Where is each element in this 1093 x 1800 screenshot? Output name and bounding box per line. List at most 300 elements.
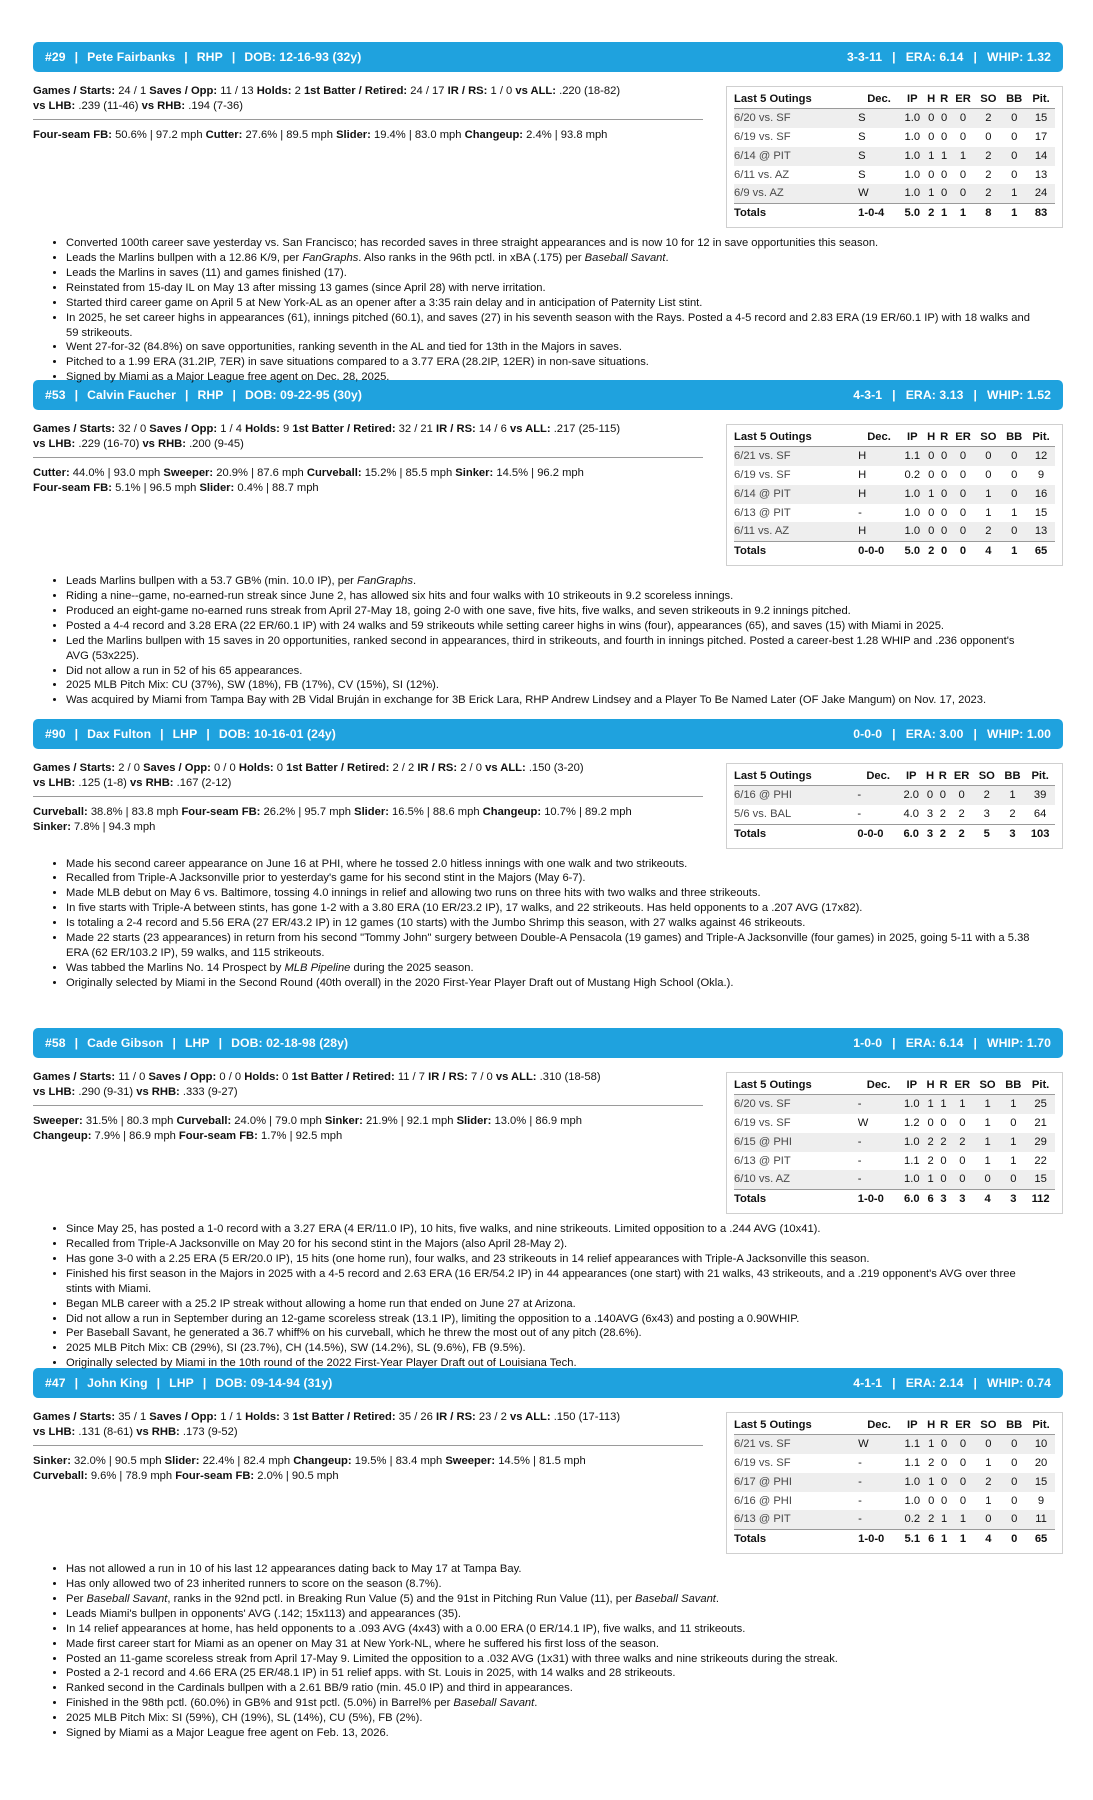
- pitch-item: [354, 806, 479, 818]
- stat-label: vs ALL:: [485, 762, 526, 774]
- note-item: • 2025 MLB Pitch Mix: SI (59%), CH (19%), SL (14%), CU (5%), FB (2%).: [66, 1711, 1031, 1726]
- outing-stat: 0: [959, 506, 967, 519]
- note-item: • 2025 MLB Pitch Mix: CB (29%), SI (23.7%), CH (14.5%), SW (14.2%), SL (9.6%), FB (9.5%).: [66, 1341, 1031, 1356]
- outing-stat: 0: [1001, 446, 1027, 465]
- outing-stat: 1.0: [899, 1094, 924, 1113]
- usage-stats-line: [33, 1410, 703, 1425]
- note-item: • Ranked second in the Cardinals bullpen with a 2.61 BB/9 ratio (min. 45.0 IP) and third in appearances.: [66, 1681, 1031, 1696]
- outing-stat: 1: [1010, 1154, 1017, 1167]
- table-header-row: [734, 768, 1055, 785]
- outing-stat: 0: [951, 485, 976, 504]
- player-header-bar: [33, 1028, 1063, 1058]
- outing-stat: 13: [1027, 522, 1055, 541]
- stat-label: Saves / Opp:: [148, 1071, 217, 1083]
- outing-date-opponent: 6/11 vs. AZ: [734, 522, 858, 541]
- player-number: #29: [45, 49, 66, 64]
- pitch-value: 14.5% | 81.5 mph: [498, 1454, 586, 1467]
- outing-stat: 0: [1001, 522, 1027, 541]
- outing-stat: 0: [928, 468, 935, 481]
- table-row: [734, 504, 1055, 523]
- outing-stat: 3: [926, 807, 934, 820]
- outing-stat: 0: [1000, 1170, 1026, 1189]
- column-header: Last 5 Outings: [734, 429, 858, 446]
- outing-stat: 22: [1034, 1154, 1047, 1167]
- totals-cell: Totals: [734, 1190, 858, 1209]
- outing-stat: 0.2: [904, 468, 921, 481]
- totals-cell: 1-0-0: [858, 1190, 900, 1209]
- outing-stat: W: [858, 184, 900, 203]
- column-header: IP: [899, 1077, 924, 1094]
- pitch-item: [455, 467, 584, 479]
- player-season-line: [847, 49, 1051, 65]
- separator: |: [232, 387, 237, 402]
- note-item: • Made first career start for Miami as an opener on May 31 at New York-NL, where he suffered his first loss of the season.: [66, 1637, 1031, 1652]
- pitch-mix: [33, 1454, 703, 1484]
- outing-stat: 1.0: [904, 168, 921, 181]
- outing-stat: S: [858, 168, 866, 181]
- pitch-value: 26.2% | 95.7 mph: [263, 805, 351, 818]
- last-5-outings-box: [726, 1072, 1063, 1214]
- last-5-outings-box: [726, 1412, 1063, 1554]
- outing-stat: 2: [928, 1456, 935, 1469]
- separator: |: [973, 387, 977, 402]
- outing-stat: 0: [959, 168, 967, 181]
- outing-stat: 0: [975, 1434, 1001, 1453]
- player-body: [33, 422, 1063, 566]
- pitch-item: [179, 1130, 342, 1142]
- stat-value: 0: [276, 762, 284, 774]
- player-body: [33, 761, 1063, 849]
- totals-cell: 2: [936, 824, 949, 843]
- separator: |: [973, 726, 977, 741]
- separator: |: [892, 726, 896, 741]
- pitch-label: Four-seam FB:: [175, 1469, 255, 1482]
- player-name: Pete Fairbanks: [87, 49, 176, 64]
- outing-stat: 0: [940, 1116, 947, 1129]
- outing-date-opponent: 6/14 @ PIT: [734, 147, 858, 166]
- usage-stats-line: [33, 84, 703, 99]
- outing-stat: 0: [1001, 1434, 1027, 1453]
- stat-label: IR / RS:: [417, 762, 458, 774]
- outing-stat: 2: [924, 1133, 937, 1152]
- outing-stat: 0: [938, 184, 951, 203]
- outing-stat: 0: [941, 130, 948, 143]
- totals-cell: 1: [951, 1530, 976, 1549]
- stat-label: 1st Batter / Retired:: [291, 1071, 395, 1083]
- note-item: • Pitched to a 1.99 ERA (31.2IP, 7ER) in save situations compared to a 3.77 ERA (28.2IP, 12ER) in non-save situations.: [66, 355, 1031, 370]
- outing-stat: 15: [1027, 108, 1055, 127]
- totals-cell: 5.0: [900, 204, 925, 223]
- outing-stat: 39: [1025, 785, 1055, 804]
- outing-stat: 13: [1034, 168, 1048, 181]
- player-dob: DOB: 02-18-98 (28y): [231, 1035, 349, 1050]
- table-header-row: [734, 1417, 1055, 1434]
- stat-value: 32 / 0: [118, 423, 147, 435]
- totals-cell: 103: [1025, 824, 1055, 843]
- outing-stat: 0.2: [900, 1510, 925, 1529]
- stat-value: 35 / 1: [118, 1411, 147, 1423]
- outing-stat: 1: [925, 1434, 938, 1453]
- outing-stat: 1: [975, 1094, 1001, 1113]
- pitch-item: [199, 482, 318, 494]
- outing-stat: 2: [975, 147, 1001, 166]
- table-row: [734, 184, 1055, 203]
- outing-stat: W: [858, 1434, 900, 1453]
- stat-value: 9: [283, 423, 290, 435]
- separator: |: [973, 1035, 977, 1050]
- outing-stat: 0: [949, 785, 974, 804]
- stat-label: Games / Starts:: [33, 85, 116, 97]
- separator: |: [892, 49, 896, 64]
- outing-stat: 0: [928, 130, 935, 143]
- pitch-value: 14.5% | 96.2 mph: [496, 466, 584, 479]
- note-item: • Began MLB career with a 25.2 IP streak without allowing a home run that ended on June 27 at Arizona.: [66, 1297, 1031, 1312]
- column-header: BB: [1001, 91, 1027, 108]
- divider: [33, 1445, 703, 1446]
- pitch-value: 22.4% | 82.4 mph: [202, 1454, 291, 1467]
- totals-cell: 1: [938, 1530, 951, 1549]
- outing-stat: -: [858, 1473, 900, 1492]
- note-item: • Leads Marlins bullpen with a 53.7 GB% (min. 10.0 IP), per FanGraphs.: [66, 574, 1031, 589]
- stat-value: .150 (3-20): [528, 762, 584, 774]
- outing-stat: 2: [939, 807, 946, 820]
- note-item: • Leads the Marlins bullpen with a 12.86 K/9, per FanGraphs. Also ranks in the 96th pctl. in xBA (.175) per Baseball Savant.: [66, 251, 1031, 266]
- pitch-label: Slider:: [354, 805, 389, 818]
- stat-label: vs RHB:: [136, 1085, 180, 1098]
- totals-cell: 65: [1027, 542, 1055, 561]
- pitch-value: 21.9% | 92.1 mph: [365, 1114, 454, 1127]
- outing-stat: 1: [975, 1133, 1001, 1152]
- outing-stat: 9: [1037, 468, 1045, 481]
- totals-cell: 5: [974, 824, 1000, 843]
- stat-label: Games / Starts:: [33, 1071, 116, 1083]
- separator: |: [973, 49, 977, 64]
- pitch-label: Four-seam FB:: [33, 481, 112, 494]
- stat-value: 2: [294, 85, 301, 97]
- outing-stat: 1.1: [904, 1456, 921, 1469]
- last-5-outings-box: [726, 763, 1063, 849]
- stat-value: .125 (1-8): [78, 776, 127, 789]
- outing-stat: 25: [1026, 1094, 1055, 1113]
- player-pos: RHP: [197, 387, 224, 402]
- table-row: [734, 1473, 1055, 1492]
- totals-cell: 3: [937, 1190, 950, 1209]
- totals-cell: Totals: [734, 1530, 858, 1549]
- note-item: • Converted 100th career save yesterday vs. San Francisco; has recorded saves in three straight appearances and is now 10 for 12 in save opportunities this season.: [66, 236, 1031, 251]
- player-identity: [45, 1375, 332, 1391]
- pitch-label: Curveball:: [176, 1114, 232, 1127]
- outing-stat: 1.0: [900, 485, 925, 504]
- stat-value: .239 (11-46): [78, 99, 139, 112]
- outing-stat: 20: [1034, 1456, 1048, 1469]
- outing-stat: 9: [1037, 1494, 1045, 1507]
- outing-stat: 2: [927, 1154, 934, 1167]
- pitch-value: 50.6% | 97.2 mph: [115, 128, 203, 141]
- note-item: • Originally selected by Miami in the Second Round (40th overall) in the 2020 First-Year Player Draft out of Mustang High School (Okla.).: [66, 976, 1031, 991]
- player-section: [33, 380, 1063, 708]
- table-row: [734, 1152, 1055, 1171]
- note-item: • Made his second career appearance on June 16 at PHI, where he tossed 2.0 hitless innings with one walk and two strikeouts.: [66, 857, 1031, 872]
- stat-label: Saves / Opp:: [149, 1411, 218, 1423]
- totals-cell: 65: [1027, 1530, 1055, 1549]
- last-5-outings-table: [734, 429, 1055, 561]
- player-section: [33, 1368, 1063, 1741]
- outing-stat: 0: [951, 184, 976, 203]
- player-era: ERA: 6.14: [905, 1035, 964, 1050]
- outing-stat: 1: [950, 1094, 975, 1113]
- column-header: Pit.: [1025, 768, 1055, 785]
- outing-stat: 0: [938, 1434, 951, 1453]
- pitch-value: 19.4% | 83.0 mph: [374, 128, 462, 141]
- note-item: • Has only allowed two of 23 inherited runners to score on the season (8.7%).: [66, 1577, 1031, 1592]
- player-identity: [45, 1035, 348, 1051]
- player-notes-list: [66, 236, 1031, 385]
- outing-stat: 2: [975, 522, 1001, 541]
- player-stats-column: [33, 1070, 703, 1214]
- player-name: Dax Fulton: [87, 726, 152, 741]
- totals-row: [734, 824, 1055, 843]
- table-row: [734, 1434, 1055, 1453]
- table-row: [734, 1510, 1055, 1529]
- outing-stat: 0: [940, 1154, 947, 1167]
- outing-stat: 2: [974, 785, 1000, 804]
- note-item: • In 14 relief appearances at home, has held opponents to a .093 AVG (4x43) with a 0.00 ERA (0 ER/14.1 IP), five walks, and 11 strikeouts.: [66, 1622, 1031, 1637]
- stat-value: 32 / 21: [398, 423, 433, 435]
- player-whip: WHIP: 1.70: [987, 1035, 1051, 1050]
- outing-date-opponent: 6/9 vs. AZ: [734, 184, 858, 203]
- player-whip: WHIP: 0.74: [987, 1375, 1051, 1390]
- player-record: 1-0-0: [853, 1035, 883, 1050]
- stat-label: vs ALL:: [509, 1411, 551, 1423]
- note-item: • Has not allowed a run in 10 of his last 12 appearances dating back to May 17 at Tampa Bay.: [66, 1562, 1031, 1577]
- column-header: ER: [951, 429, 976, 446]
- outing-stat: 1: [925, 485, 938, 504]
- outing-stat: 0: [938, 522, 951, 541]
- pitch-item: [181, 806, 351, 818]
- column-header: R: [936, 768, 949, 785]
- note-item: • Posted an 11-game scoreless streak from April 17-May 9. Limited the opposition to a .032 AVG (1x31) with three walks and nine strikeouts during the streak.: [66, 1652, 1031, 1667]
- pitch-item: [206, 129, 333, 141]
- outing-stat: 0: [937, 1170, 950, 1189]
- separator: |: [892, 387, 896, 402]
- outing-stat: 1: [984, 1116, 991, 1129]
- outing-date-opponent: 6/16 @ PHI: [734, 785, 857, 804]
- table-row: [734, 1114, 1055, 1133]
- split-stats-line: [33, 437, 703, 452]
- pitch-label: Sweeper:: [33, 1114, 83, 1127]
- pitch-item: [165, 1455, 290, 1467]
- column-header: Dec.: [858, 429, 900, 446]
- separator: |: [231, 49, 236, 64]
- column-header: BB: [1000, 1077, 1026, 1094]
- column-header: R: [938, 91, 951, 108]
- note-item: • In 2025, he set career highs in appearances (61), innings pitched (60.1), and saves (27) in his seventh season with the Rays. Posted a 4-5 record and 2.83 ERA (19 ER/60.1 IP) with 18 walks and 59 strikeouts.: [66, 311, 1031, 341]
- outing-date-opponent: 6/20 vs. SF: [734, 108, 858, 127]
- outing-stat: 1.2: [903, 1116, 920, 1129]
- outing-stat: 0: [927, 1116, 934, 1129]
- column-header: R: [937, 1077, 950, 1094]
- outing-stat: 0: [950, 1170, 975, 1189]
- note-item: • Finished in the 98th pctl. (60.0%) in GB% and 91st pctl. (5.0%) in Barrel% per Baseball Savant.: [66, 1696, 1031, 1711]
- totals-cell: 1-0-0: [858, 1530, 900, 1549]
- table-row: [734, 522, 1055, 541]
- player-season-line: [853, 1035, 1051, 1051]
- outing-stat: 0: [951, 446, 976, 465]
- outing-date-opponent: 6/11 vs. AZ: [734, 168, 790, 181]
- last-5-outings-table: [734, 1417, 1055, 1549]
- stat-value: .200 (9-45): [189, 437, 244, 450]
- player-era: ERA: 2.14: [905, 1375, 964, 1390]
- player-identity: [45, 387, 362, 403]
- note-item: • Made 22 starts (23 appearances) in return from his second "Tommy John" surgery between Double-A Pensacola (19 games) and Triple-A Jacksonville (four games) in 2025, going 5-11 with a 5.38 ERA (62 ER/103.2 IP), 59 walks, and 115 strikeouts.: [66, 931, 1031, 961]
- divider: [33, 119, 703, 120]
- stat-label: vs LHB:: [33, 99, 76, 112]
- table-header-row: [734, 429, 1055, 446]
- note-item: • Led the Marlins bullpen with 15 saves in 20 opportunities, ranked second in appearances, third in strikeouts, and fourth in innings pitched. Posted a career-best 1.28 WHIP and .236 opponent's AVG (53x225).: [66, 634, 1031, 664]
- pitch-mix: [33, 128, 703, 143]
- outing-stat: 1: [924, 1170, 937, 1189]
- pitch-value: 15.2% | 85.5 mph: [364, 466, 453, 479]
- pitch-value: 16.5% | 88.6 mph: [392, 805, 480, 818]
- pitch-item: [33, 482, 196, 494]
- stat-label: vs RHB:: [142, 437, 186, 450]
- stat-value: .194 (7-36): [188, 99, 243, 112]
- outing-stat: 0: [1011, 130, 1018, 143]
- last-5-outings-table: [734, 768, 1055, 844]
- outing-stat: 17: [1034, 130, 1048, 143]
- usage-stats-line: [33, 761, 703, 776]
- totals-cell: 8: [975, 204, 1001, 223]
- outing-stat: 21: [1034, 1116, 1047, 1129]
- note-item: • Reinstated from 15-day IL on May 13 after missing 13 games (since April 28) with nerve irritation.: [66, 281, 1031, 296]
- note-item: • Leads the Marlins in saves (11) and games finished (17).: [66, 266, 1031, 281]
- column-header: Dec.: [857, 768, 898, 785]
- outing-stat: 64: [1033, 807, 1047, 820]
- player-notes-list: [66, 1222, 1031, 1371]
- stat-value: 0 / 0: [219, 1071, 242, 1083]
- outing-stat: 1.0: [904, 506, 921, 519]
- stat-label: 1st Batter / Retired:: [286, 762, 390, 774]
- outing-stat: 1.0: [900, 184, 925, 203]
- pitch-value: 38.8% | 83.8 mph: [90, 805, 179, 818]
- stat-value: .333 (9-27): [182, 1085, 238, 1098]
- outing-stat: -: [857, 785, 898, 804]
- note-item: • Started third career game on April 5 at New York-AL as an opener after a 3:35 rain delay and in anticipation of Paternity List stint.: [66, 296, 1031, 311]
- pitch-value: 0.4% | 88.7 mph: [237, 481, 319, 494]
- player-stats-column: [33, 84, 703, 228]
- stat-value: 0: [282, 1071, 289, 1083]
- pitch-value: 10.7% | 89.2 mph: [544, 805, 632, 818]
- outing-stat: 1: [984, 1154, 991, 1167]
- outing-date-opponent: 6/19 vs. SF: [734, 468, 791, 481]
- outing-stat: 1: [925, 1473, 938, 1492]
- stat-value: 24 / 17: [410, 85, 445, 97]
- totals-cell: 1: [1001, 542, 1027, 561]
- outing-stat: 0: [985, 468, 992, 481]
- column-header: H: [924, 768, 937, 785]
- pitch-label: Four-seam FB:: [33, 128, 112, 141]
- column-header: SO: [975, 1077, 1001, 1094]
- separator: |: [172, 1035, 176, 1050]
- totals-row: [734, 542, 1055, 561]
- column-header: Pit.: [1027, 1417, 1055, 1434]
- table-row: [734, 1094, 1055, 1113]
- pitch-value: 27.6% | 89.5 mph: [245, 128, 333, 141]
- pitch-value: 24.0% | 79.0 mph: [234, 1114, 322, 1127]
- pitch-item: [33, 1470, 172, 1482]
- stat-label: IR / RS:: [435, 1411, 476, 1423]
- pitch-label: Changeup:: [482, 805, 542, 818]
- pitch-item: [33, 821, 155, 833]
- column-header: H: [925, 429, 938, 446]
- pitch-item: [176, 1115, 321, 1127]
- pitch-label: Cutter:: [33, 466, 70, 479]
- stat-value: 11 / 0: [118, 1071, 146, 1083]
- totals-cell: 3: [950, 1190, 975, 1209]
- column-header: H: [925, 1417, 938, 1434]
- outing-stat: 0: [985, 130, 992, 143]
- last-5-outings-table: [734, 91, 1055, 223]
- pitch-item: [33, 129, 203, 141]
- separator: |: [184, 387, 189, 402]
- pitch-label: Slider:: [164, 1454, 200, 1467]
- last-5-outings-table: [734, 1077, 1055, 1209]
- stat-value: 2 / 2: [392, 762, 415, 774]
- outing-stat: 1: [1000, 1094, 1026, 1113]
- stat-label: Games / Starts:: [33, 423, 116, 435]
- divider: [33, 457, 703, 458]
- totals-cell: 6: [925, 1530, 938, 1549]
- stat-label: IR / RS:: [447, 85, 488, 97]
- pitch-mix: [33, 466, 703, 496]
- note-item: • Signed by Miami as a Major League free agent on Feb. 13, 2026.: [66, 1726, 1031, 1741]
- player-dob: DOB: 09-22-95 (30y): [245, 387, 363, 402]
- outing-stat: 1.0: [900, 108, 925, 127]
- outing-stat: 15: [1026, 1170, 1055, 1189]
- pitch-label: Curveball:: [33, 805, 88, 818]
- player-stats-column: [33, 1410, 703, 1554]
- outing-stat: 0: [959, 1116, 966, 1129]
- outing-date-opponent: 6/20 vs. SF: [734, 1094, 858, 1113]
- pitch-label: Sweeper:: [445, 1454, 496, 1467]
- column-header: Last 5 Outings: [734, 1077, 858, 1094]
- outing-stat: 0: [975, 1510, 1001, 1529]
- outing-date-opponent: 6/13 @ PIT: [734, 1510, 858, 1529]
- table-row: [734, 466, 1055, 485]
- outing-stat: 0: [1001, 108, 1027, 127]
- stat-label: IR / RS:: [428, 1071, 468, 1083]
- pitch-item: [33, 806, 178, 818]
- stat-label: Saves / Opp:: [143, 762, 211, 774]
- column-header: BB: [1000, 768, 1026, 785]
- outing-stat: 1: [985, 1456, 992, 1469]
- stat-value: 23 / 2: [478, 1411, 507, 1423]
- totals-cell: 2: [949, 824, 974, 843]
- outing-stat: 0: [925, 108, 938, 127]
- outing-stat: 0: [925, 446, 938, 465]
- pitch-value: 7.8% | 94.3 mph: [74, 820, 156, 833]
- pitch-label: Curveball:: [33, 1469, 88, 1482]
- totals-cell: 6.0: [899, 824, 924, 843]
- column-header: Last 5 Outings: [734, 91, 858, 108]
- outing-date-opponent: 6/19 vs. SF: [734, 1456, 791, 1469]
- outing-stat: H: [858, 446, 900, 465]
- player-pos: RHP: [196, 49, 223, 64]
- stat-label: 1st Batter / Retired:: [303, 85, 408, 97]
- outing-stat: 0: [951, 108, 976, 127]
- outing-stat: -: [857, 807, 862, 820]
- separator: |: [184, 49, 188, 64]
